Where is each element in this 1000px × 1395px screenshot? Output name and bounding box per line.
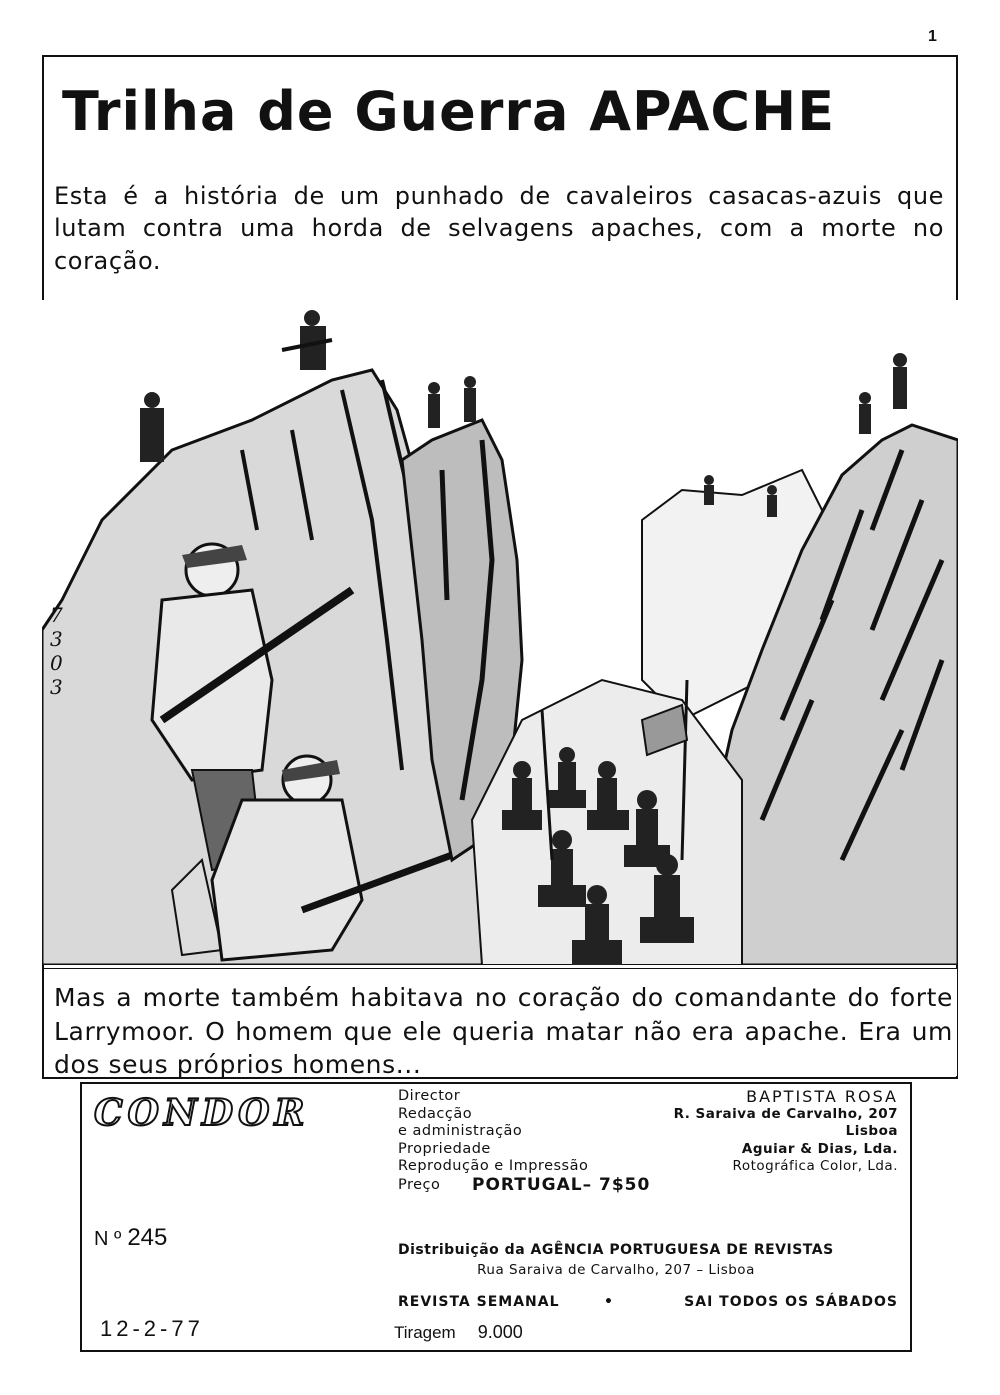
print-run	[394, 1322, 523, 1343]
credit-value: Lisboa	[845, 1123, 898, 1139]
credit-label: e administração	[398, 1123, 523, 1139]
condor-logo: CONDOR	[94, 1092, 310, 1134]
print-run-label: Tiragem	[394, 1323, 456, 1342]
distribution-text: Distribuição da AGÊNCIA PORTUGUESA DE REVISTAS	[398, 1242, 834, 1258]
artist-code-4: 3	[50, 675, 63, 699]
story-outro-box	[44, 968, 958, 1079]
print-run-value: 9.000	[477, 1322, 523, 1342]
price-value: PORTUGAL– 7$50	[472, 1174, 651, 1195]
story-outro: Mas a morte também habitava no coração do comandante do forte Larrymoor. O homem que ele queria matar não era apache. Era um dos seus próprios homens...	[54, 983, 953, 1079]
credit-label: Redacção	[398, 1105, 473, 1122]
story-title: Trilha de Guerra APACHE	[62, 80, 836, 143]
issue-value: 245	[127, 1224, 168, 1251]
credit-row-propriedade	[398, 1141, 898, 1159]
distribution-address: Rua Saraiva de Carvalho, 207 – Lisboa	[477, 1262, 755, 1278]
credit-row-impressao	[398, 1158, 898, 1176]
credit-label: Propriedade	[398, 1140, 491, 1157]
credits-block	[398, 1088, 898, 1194]
credit-row-administracao	[398, 1123, 898, 1141]
issue-label: N º	[94, 1228, 122, 1250]
illustration	[42, 300, 958, 965]
credit-row-redaccao	[398, 1106, 898, 1124]
credit-value: R. Saraiva de Carvalho, 207	[673, 1105, 898, 1122]
credit-label: Director	[398, 1088, 461, 1104]
credit-value: Rotográfica Color, Lda.	[732, 1158, 898, 1174]
price-row	[398, 1174, 898, 1195]
artist-code-2: 3	[50, 627, 63, 651]
page-number: 1	[928, 28, 937, 45]
story-intro: Esta é a história de um punhado de cavaleiros casacas-azuis que lutam contra uma horda de selvagens apaches, com a morte no coração.	[54, 182, 944, 275]
price-label: Preço	[398, 1176, 441, 1193]
credit-value: BAPTISTA ROSA	[746, 1087, 898, 1106]
masthead-box	[80, 1082, 912, 1352]
credit-value: Aguiar & Dias, Lda.	[741, 1140, 898, 1157]
credit-row-director	[398, 1088, 898, 1106]
issue-date: 12-2-77	[100, 1316, 204, 1341]
artist-code-3: 0	[50, 651, 63, 675]
artist-code-1: 7	[50, 603, 63, 627]
credit-label: Reprodução e Impressão	[398, 1158, 589, 1174]
apache-ambush-illustration	[42, 300, 958, 965]
frequency-line	[398, 1294, 898, 1310]
frequency-left: REVISTA SEMANAL	[398, 1294, 560, 1310]
frequency-bullet: •	[604, 1294, 614, 1310]
frequency-right: SAI TODOS OS SÁBADOS	[684, 1294, 898, 1310]
issue-number	[94, 1224, 167, 1252]
